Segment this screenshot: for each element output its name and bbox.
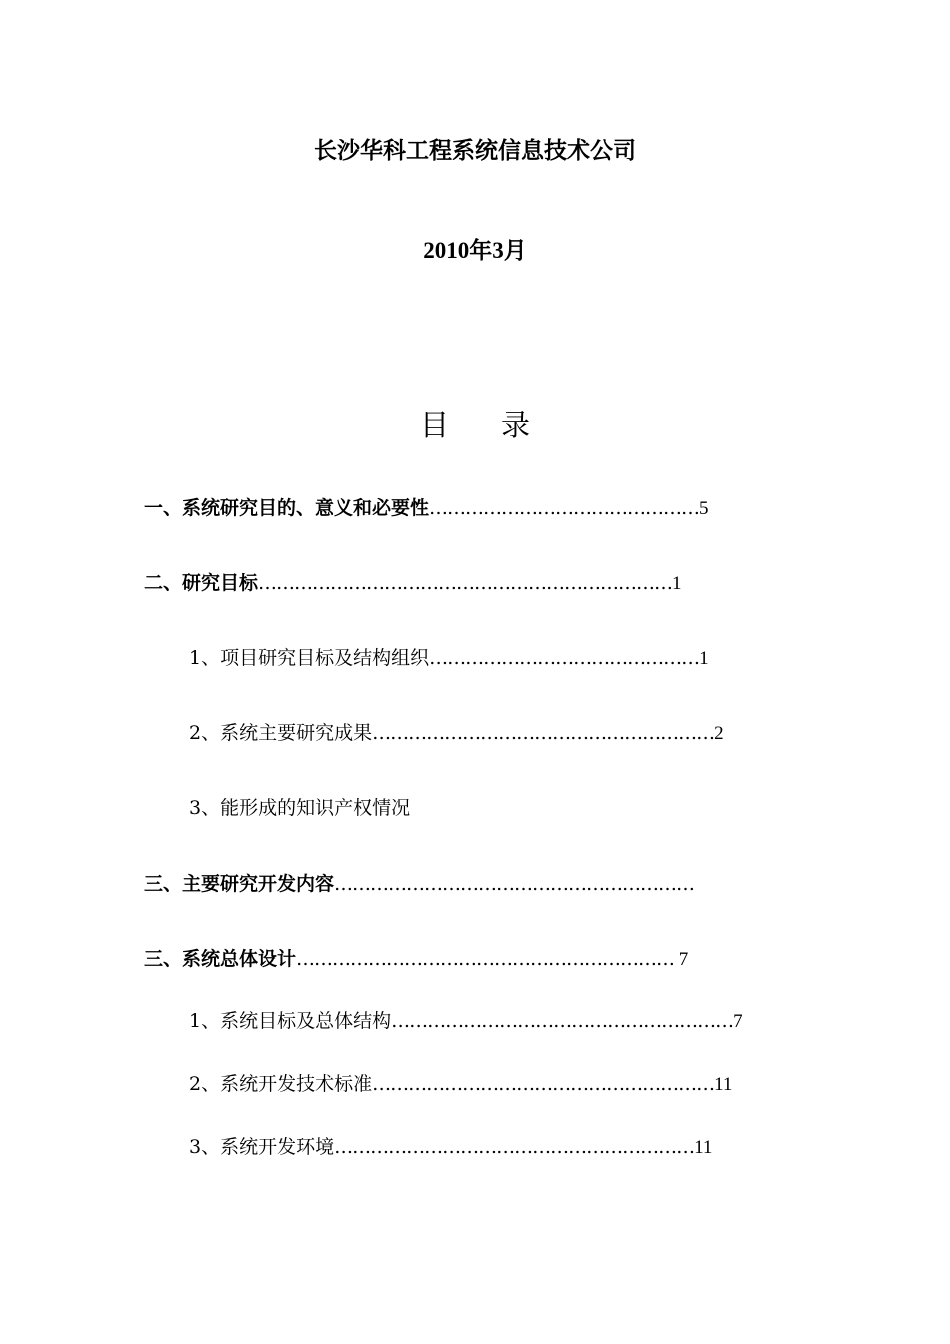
toc-entry-label: 2、系统主要研究成果 <box>189 722 373 744</box>
toc-entry[interactable] <box>144 568 682 599</box>
toc-entry-label: 二、研究目标 <box>144 572 259 594</box>
toc-entry-page: 11 <box>694 1137 713 1158</box>
toc-entry-leader: ………………………………………………… <box>372 722 715 744</box>
toc-title: 目录 <box>419 408 582 442</box>
toc-entry-page: 11 <box>714 1074 733 1095</box>
toc-entry-page: 7 <box>674 949 689 970</box>
toc-entry-label: 三、系统总体设计 <box>144 948 297 970</box>
toc-entry-label: 3、能形成的知识产权情况 <box>189 797 411 819</box>
toc-entry-leader: …………………………………………………… <box>334 873 695 895</box>
toc-entry[interactable] <box>144 493 709 524</box>
toc-entry-page: 5 <box>699 498 709 519</box>
toc-entry-page: 7 <box>733 1011 743 1032</box>
toc-entry-page: 2 <box>714 723 724 744</box>
document-date: 2010年3月 <box>423 238 527 263</box>
toc-entry-label: 1、系统目标及总体结构 <box>189 1010 392 1032</box>
toc-entry-page: 1 <box>699 648 709 669</box>
toc-entry[interactable] <box>189 1006 743 1037</box>
toc-entry[interactable] <box>189 793 410 824</box>
toc-entry-leader: …………………………………………………… <box>334 1136 695 1158</box>
toc-entry-leader: ………………………………………………… <box>391 1010 734 1032</box>
company-name: 长沙华科工程系统信息技术公司 <box>314 138 636 164</box>
toc-entry-leader: ………………………………………………… <box>372 1073 715 1095</box>
toc-entry-leader: ……………………………………… <box>429 497 700 519</box>
toc-entry-leader: ……………………………………………………… <box>296 948 675 970</box>
toc-entry[interactable] <box>144 869 694 900</box>
toc-entry-page: 1 <box>672 573 682 594</box>
toc-entry-label: 三、主要研究开发内容 <box>144 873 335 895</box>
toc-entry-label: 3、系统开发环境 <box>189 1136 335 1158</box>
toc-entry-leader: ……………………………………… <box>429 647 700 669</box>
toc-entry-label: 一、系统研究目的、意义和必要性 <box>144 497 430 519</box>
toc-entry-label: 1、项目研究目标及结构组织 <box>189 647 430 669</box>
toc-entry-label: 2、系统开发技术标准 <box>189 1073 373 1095</box>
toc-entry[interactable] <box>189 1069 732 1100</box>
toc-entry[interactable] <box>189 643 709 674</box>
toc-entry-leader: …………………………………………………………… <box>258 572 673 594</box>
toc-entry[interactable] <box>189 1132 712 1163</box>
toc-entry[interactable] <box>189 718 724 749</box>
toc-entry[interactable] <box>144 944 688 975</box>
